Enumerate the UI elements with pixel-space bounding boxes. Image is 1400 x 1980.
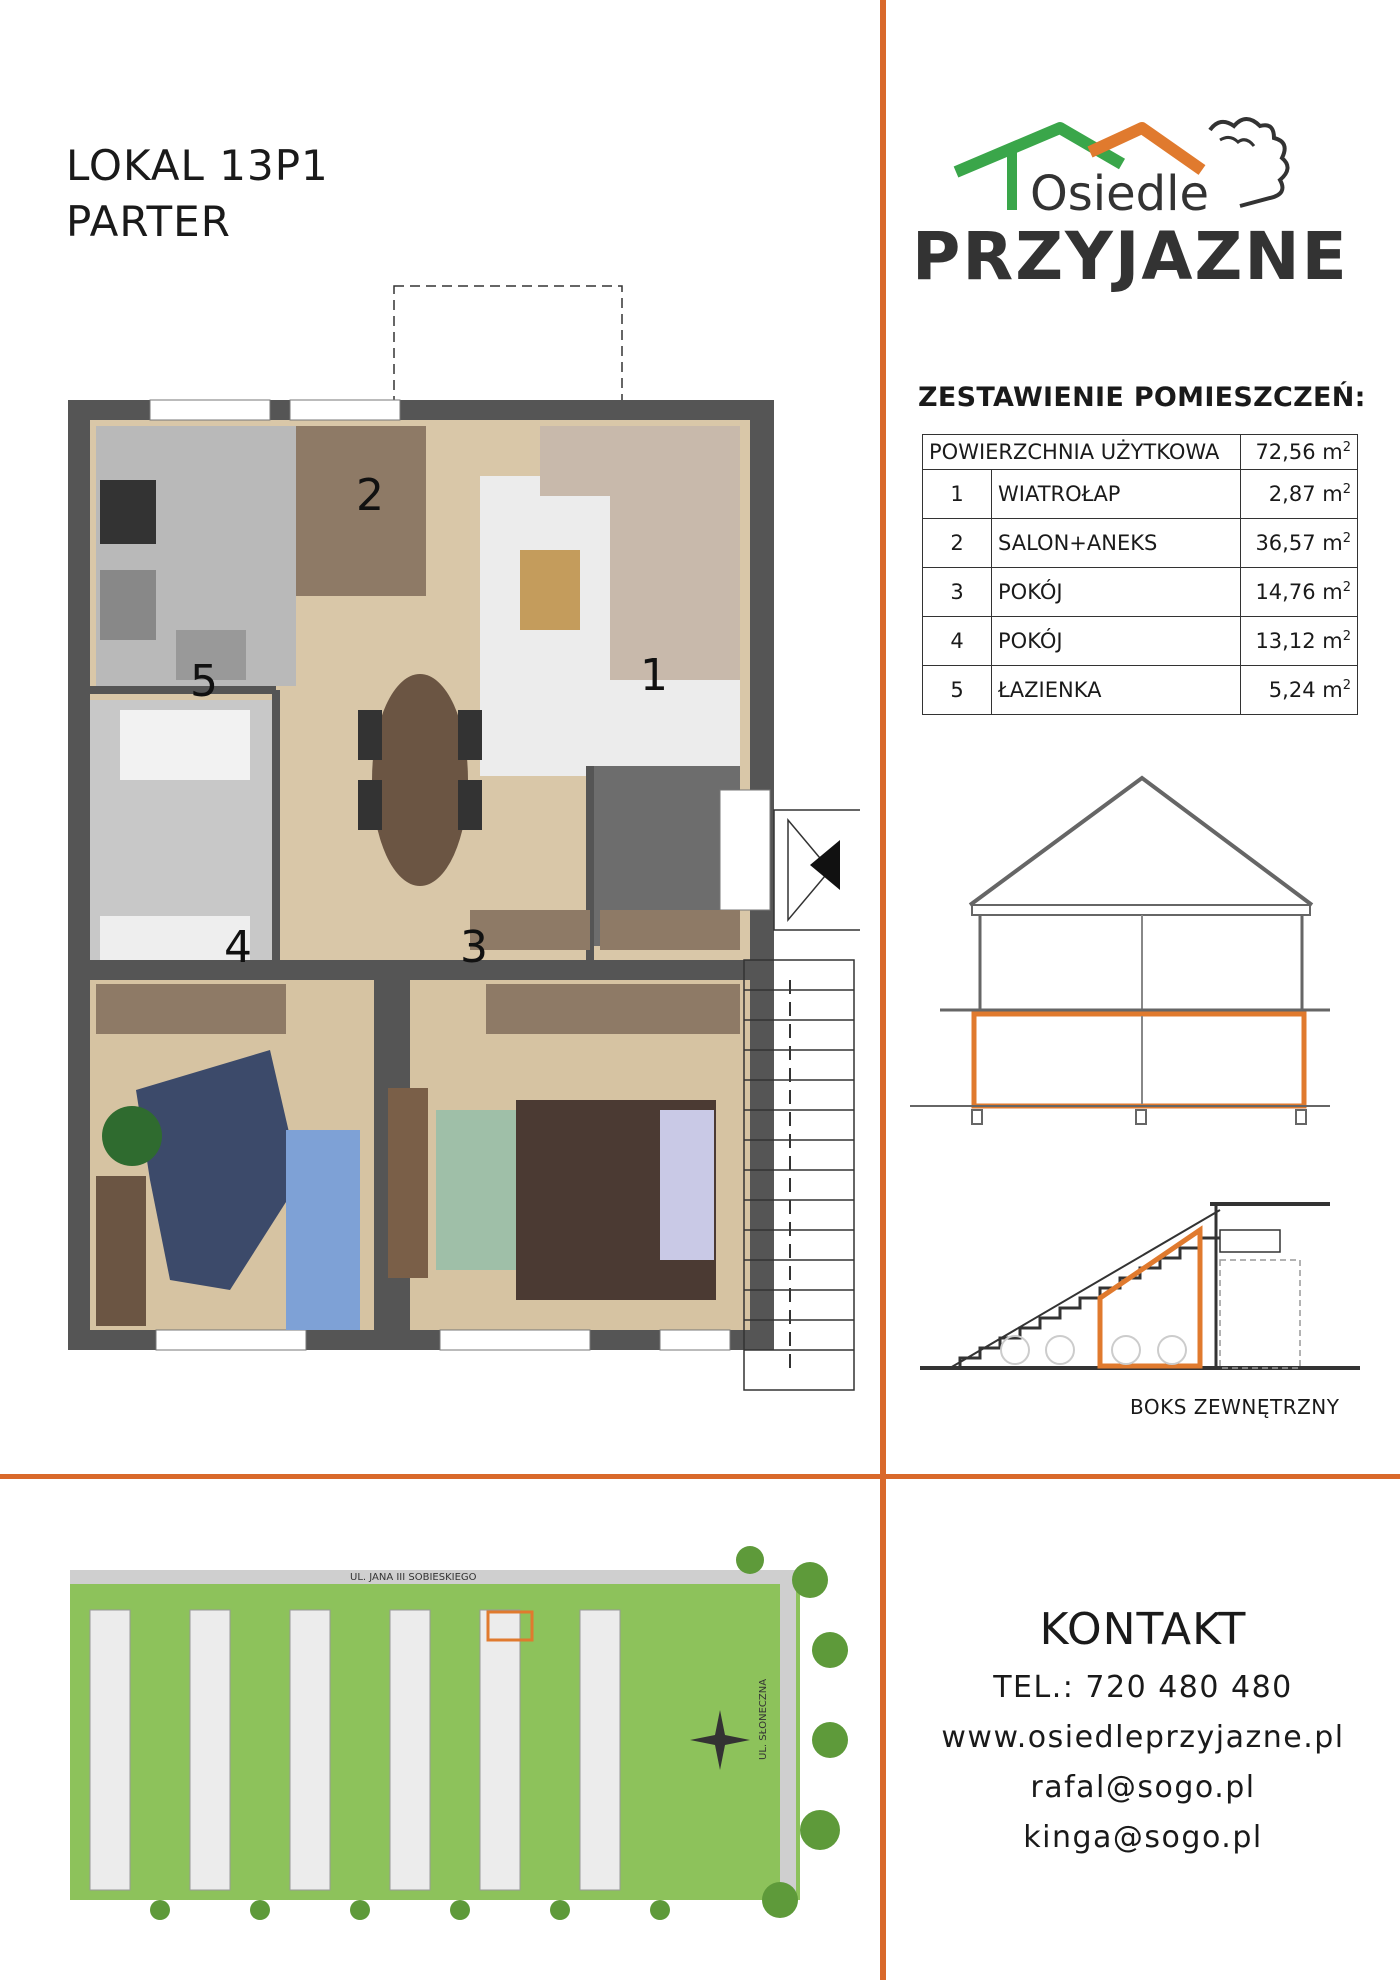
- unit-floor: PARTER: [66, 197, 231, 246]
- room-number: 2: [923, 519, 992, 568]
- contact-email-2[interactable]: kinga@sogo.pl: [1023, 1820, 1263, 1855]
- table-row: [923, 666, 1358, 715]
- horizontal-divider: [0, 1474, 1400, 1479]
- room-name: ŁAZIENKA: [992, 666, 1241, 715]
- room-area: 5,24 $m^2$: [1241, 666, 1358, 715]
- box-label: BOKS ZEWNĘTRZNY: [1130, 1395, 1340, 1419]
- table-row: [923, 519, 1358, 568]
- room-number: 3: [923, 568, 992, 617]
- section-diagram: [910, 770, 1330, 1130]
- room-label: 1: [640, 650, 668, 701]
- room-name: SALON+ANEKS: [992, 519, 1241, 568]
- room-name: WIATROŁAP: [992, 470, 1241, 519]
- street-label-top: UL. JANA III SOBIESKIEGO: [350, 1572, 477, 1583]
- rooms-heading: ZESTAWIENIE POMIESZCZEŃ:: [918, 382, 1366, 413]
- room-label: 3: [460, 922, 488, 973]
- room-area: 2,87 $m^2$: [1241, 470, 1358, 519]
- contact-website[interactable]: www.osiedleprzyjazne.pl: [941, 1720, 1345, 1755]
- room-name: POKÓJ: [992, 617, 1241, 666]
- room-label: 2: [356, 470, 384, 521]
- brand-logo: [910, 100, 1380, 300]
- contact-title: KONTAKT: [1039, 1604, 1247, 1655]
- floor-plan: [40, 280, 860, 1420]
- room-number: 5: [923, 666, 992, 715]
- street-label-right: UL. SŁONECZNA: [758, 1678, 769, 1760]
- unit-name: LOKAL 13P1: [66, 141, 329, 190]
- contact-phone[interactable]: TEL.: 720 480 480: [993, 1670, 1293, 1705]
- room-number: 4: [923, 617, 992, 666]
- room-label: 5: [190, 656, 218, 707]
- unit-title: [66, 138, 329, 250]
- room-area: 14,76 $m^2$: [1241, 568, 1358, 617]
- room-label: 4: [224, 922, 252, 973]
- logo-text-przyjazne: PRZYJAZNE: [912, 218, 1349, 295]
- table-row: [923, 617, 1358, 666]
- table-row: [923, 435, 1358, 470]
- logo-text-osiedle: Osiedle: [1030, 166, 1209, 222]
- box-diagram: [920, 1190, 1360, 1400]
- total-value: 72,56 $m^2$: [1241, 435, 1358, 470]
- room-number: 1: [923, 470, 992, 519]
- room-name: POKÓJ: [992, 568, 1241, 617]
- rooms-table: [922, 434, 1358, 715]
- contact-email-1[interactable]: rafal@sogo.pl: [1030, 1770, 1256, 1805]
- room-area: 36,57 $m^2$: [1241, 519, 1358, 568]
- site-map: [60, 1540, 850, 1940]
- total-label: POWIERZCHNIA UŻYTKOWA: [923, 435, 1241, 470]
- table-row: [923, 470, 1358, 519]
- table-row: [923, 568, 1358, 617]
- room-area: 13,12 $m^2$: [1241, 617, 1358, 666]
